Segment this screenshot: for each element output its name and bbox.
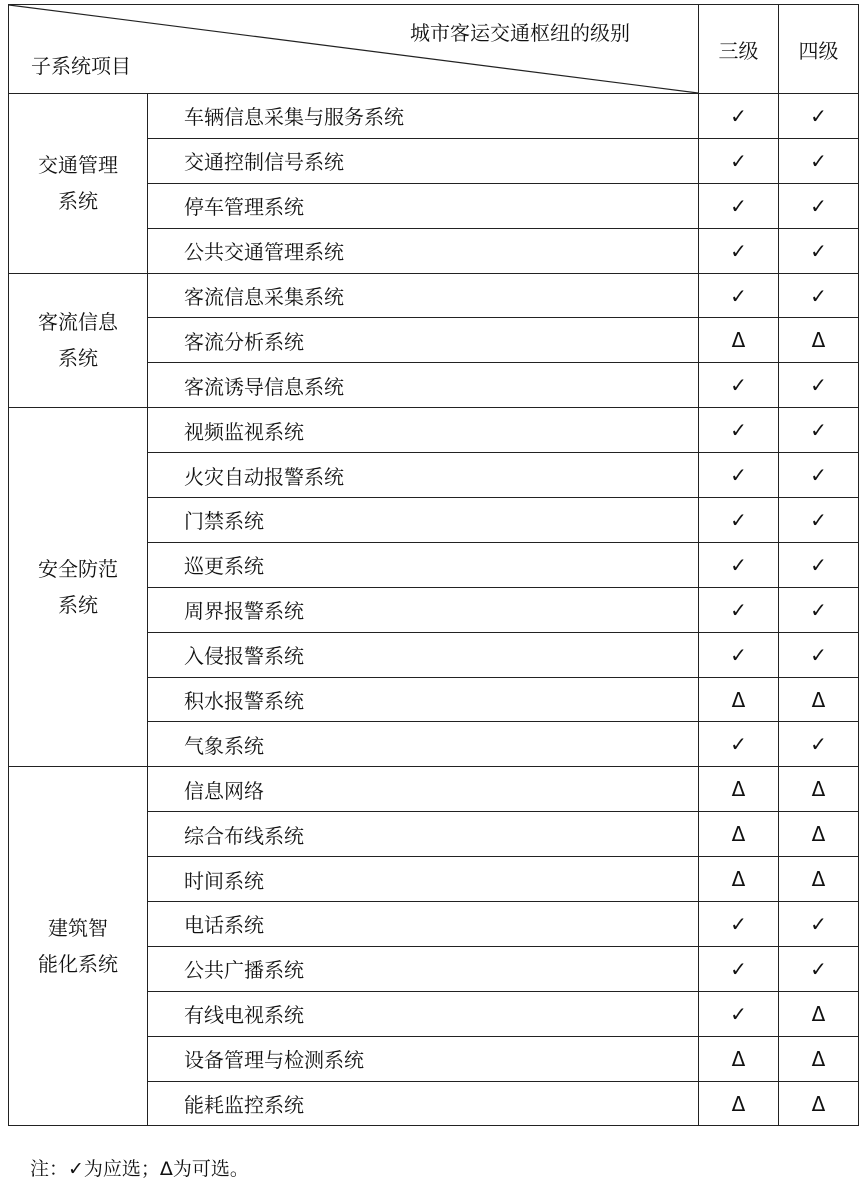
subsystem-item-cell: 入侵报警系统	[148, 632, 699, 677]
level-3-mark-cell: ✓	[699, 991, 779, 1036]
subsystem-item-cell: 综合布线系统	[148, 812, 699, 857]
subsystem-item-cell: 信息网络	[148, 767, 699, 812]
group-name-line: 交通管理	[38, 153, 118, 178]
level-3-mark-cell: ✓	[699, 453, 779, 498]
level-4-mark-cell: ✓	[779, 498, 859, 543]
group-name-line: 系统	[58, 189, 98, 214]
level-4-mark-cell: Δ	[779, 857, 859, 902]
table-row	[9, 408, 859, 453]
level-4-mark-cell: ✓	[779, 138, 859, 183]
subsystem-item-cell: 有线电视系统	[148, 991, 699, 1036]
subsystem-item-cell: 火灾自动报警系统	[148, 453, 699, 498]
level-4-mark-cell: Δ	[779, 1036, 859, 1081]
table-note: 注：✓为应选；Δ为可选。	[30, 1158, 249, 1180]
subsystem-item-cell: 设备管理与检测系统	[148, 1036, 699, 1081]
level-3-mark-cell: ✓	[699, 902, 779, 947]
level-4-mark-cell: ✓	[779, 363, 859, 408]
level-3-mark-cell: ✓	[699, 946, 779, 991]
level-4-mark-cell: Δ	[779, 1081, 859, 1126]
level-4-mark-cell: ✓	[779, 902, 859, 947]
level-4-mark-cell: ✓	[779, 228, 859, 273]
level-3-mark-cell: ✓	[699, 408, 779, 453]
subsystem-item-cell: 气象系统	[148, 722, 699, 767]
level-3-mark-cell: ✓	[699, 542, 779, 587]
diagonal-header-cell	[9, 5, 699, 94]
level-4-mark-cell: ✓	[779, 94, 859, 139]
subsystem-config-table	[8, 4, 859, 1126]
level-3-mark-cell: ✓	[699, 632, 779, 677]
level-3-mark-cell: ✓	[699, 363, 779, 408]
group-name-cell	[9, 94, 148, 274]
level-3-mark-cell: Δ	[699, 1036, 779, 1081]
subsystem-item-cell: 停车管理系统	[148, 183, 699, 228]
subsystem-item-cell: 客流信息采集系统	[148, 273, 699, 318]
group-name-line: 建筑智	[48, 916, 108, 941]
subsystem-item-header: 子系统项目	[31, 54, 131, 78]
level-4-mark-cell: Δ	[779, 318, 859, 363]
level-4-mark-cell: ✓	[779, 183, 859, 228]
group-name-line: 能化系统	[38, 952, 118, 977]
group-name-line: 安全防范	[38, 557, 118, 582]
level-4-header: 四级	[779, 5, 859, 94]
level-3-mark-cell: Δ	[699, 767, 779, 812]
level-4-mark-cell: Δ	[779, 991, 859, 1036]
subsystem-item-cell: 视频监视系统	[148, 408, 699, 453]
level-3-mark-cell: Δ	[699, 812, 779, 857]
subsystem-item-cell: 巡更系统	[148, 542, 699, 587]
table-row	[9, 273, 859, 318]
level-3-mark-cell: Δ	[699, 318, 779, 363]
level-3-mark-cell: ✓	[699, 183, 779, 228]
group-name-line: 系统	[58, 593, 98, 618]
group-name-line: 客流信息	[38, 310, 118, 335]
level-3-mark-cell: ✓	[699, 273, 779, 318]
header-row	[9, 5, 859, 94]
subsystem-item-cell: 门禁系统	[148, 498, 699, 543]
level-4-mark-cell: Δ	[779, 677, 859, 722]
level-4-mark-cell: ✓	[779, 542, 859, 587]
level-3-mark-cell: Δ	[699, 677, 779, 722]
table-row	[9, 767, 859, 812]
level-3-mark-cell: Δ	[699, 1081, 779, 1126]
level-4-mark-cell: Δ	[779, 812, 859, 857]
level-3-mark-cell: ✓	[699, 722, 779, 767]
subsystem-item-cell: 公共广播系统	[148, 946, 699, 991]
level-4-mark-cell: ✓	[779, 587, 859, 632]
level-3-mark-cell: ✓	[699, 498, 779, 543]
subsystem-item-cell: 能耗监控系统	[148, 1081, 699, 1126]
subsystem-item-cell: 电话系统	[148, 902, 699, 947]
subsystem-item-cell: 客流诱导信息系统	[148, 363, 699, 408]
level-4-mark-cell: ✓	[779, 453, 859, 498]
subsystem-item-cell: 交通控制信号系统	[148, 138, 699, 183]
level-4-mark-cell: Δ	[779, 767, 859, 812]
level-3-mark-cell: ✓	[699, 228, 779, 273]
level-4-mark-cell: ✓	[779, 408, 859, 453]
level-4-mark-cell: ✓	[779, 632, 859, 677]
level-3-header: 三级	[699, 5, 779, 94]
subsystem-item-cell: 时间系统	[148, 857, 699, 902]
level-4-mark-cell: ✓	[779, 722, 859, 767]
group-name-cell	[9, 408, 148, 767]
level-3-mark-cell: Δ	[699, 857, 779, 902]
subsystem-item-cell: 公共交通管理系统	[148, 228, 699, 273]
level-3-mark-cell: ✓	[699, 587, 779, 632]
level-4-mark-cell: ✓	[779, 273, 859, 318]
group-name-line: 系统	[58, 346, 98, 371]
hub-level-header: 城市客运交通枢纽的级别	[410, 21, 630, 45]
subsystem-item-cell: 积水报警系统	[148, 677, 699, 722]
group-name-cell	[9, 273, 148, 408]
level-4-mark-cell: ✓	[779, 946, 859, 991]
level-3-mark-cell: ✓	[699, 138, 779, 183]
table-row	[9, 94, 859, 139]
subsystem-item-cell: 车辆信息采集与服务系统	[148, 94, 699, 139]
subsystem-item-cell: 客流分析系统	[148, 318, 699, 363]
level-3-mark-cell: ✓	[699, 94, 779, 139]
group-name-cell	[9, 767, 148, 1126]
subsystem-item-cell: 周界报警系统	[148, 587, 699, 632]
